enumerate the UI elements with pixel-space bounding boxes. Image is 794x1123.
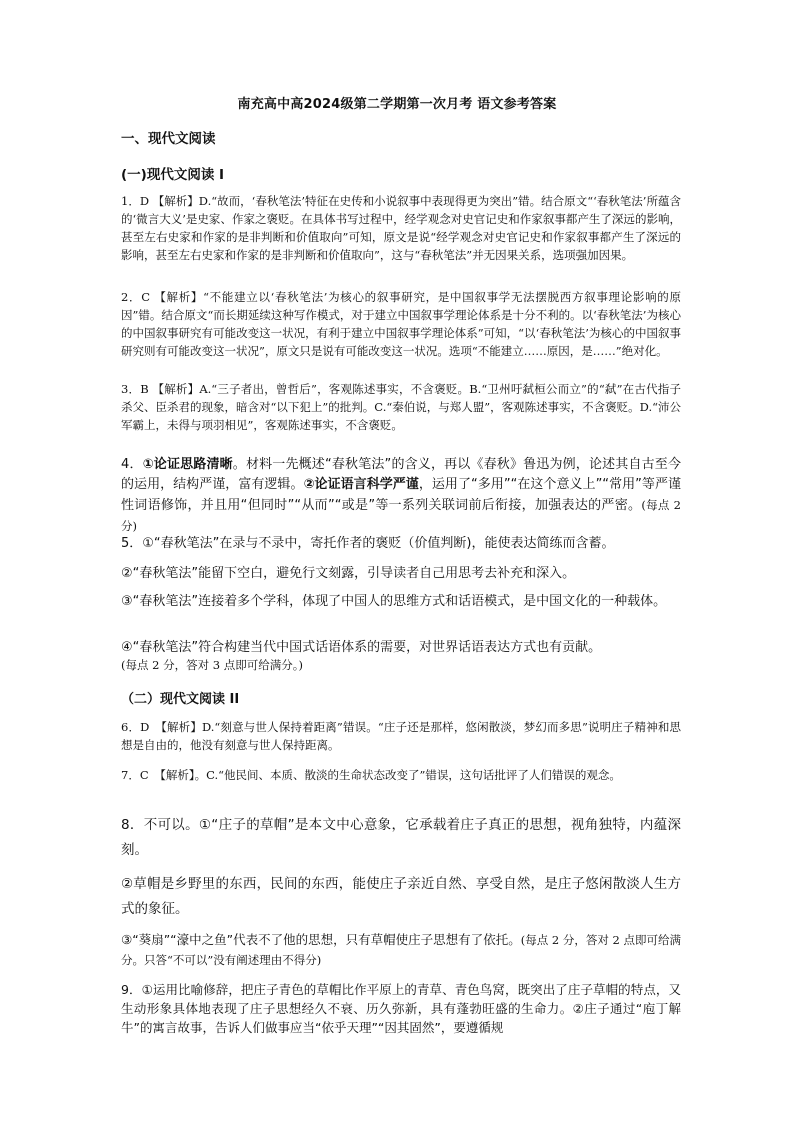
- answer-4-number: 4．: [121, 457, 143, 472]
- answer-2: 2．C 【解析】“不能建立以‘春秋笔法’为核心的叙事研究，是中国叙事学无法摆脱西方叙事理论影响的原因”错。结合原文“而长期延续这种写作模式，对于建立中国叙事学理论体系是十分不利的。以‘春秋笔法’为核心的中国叙事研究有可能改变这一状况，有利于建立中国叙事学理论体系”可知，“以‘春秋笔法’为核心的中国叙事研究则有可能改变这一状况”，原文只是说有可能改变这一状况。选项“不能建立……原因，是……”绝对化。: [121, 290, 681, 358]
- answer-6: 6．D 【解析】D.“刻意与世人保持着距离”错误。“庄子还是那样，悠闲散淡，梦幻而多思”说明庄子精神和思想是自由的，他没有刻意与世人保持距离。: [121, 720, 681, 752]
- answer-5-point-3: ③“春秋笔法”连接着多个学科，体现了中国人的思维方式和话语模式，是中国文化的一种载体。: [121, 594, 667, 609]
- answer-8-point-3: [121, 930, 681, 970]
- answer-9: 9．①运用比喻修辞，把庄子青色的草帽比作平原上的青草、青色鸟窝，既突出了庄子草帽的特点，又生动形象具体地表现了庄子思想经久不衰、历久弥新，具有蓬勃旺盛的生命力。②庄子通过“庖丁解牛”的寓言故事，告诉人们做事应当“依乎天理”“因其固然”，要遵循规: [121, 982, 681, 1035]
- subsection-heading-reading-1: (一)现代文阅读 I: [121, 167, 225, 183]
- answer-8-point-3-text: ③“葵扇”“濠中之鱼”代表不了他的思想，只有草帽使庄子思想有了依托。: [121, 932, 521, 947]
- answer-4: [121, 455, 681, 537]
- answer-8-score: (每点 2 分，答对 2 点即可给满分。只答“不可以”没有阐述理由不得分): [121, 933, 681, 967]
- document-title: 南充高中高2024级第二学期第一次月考 语文参考答案: [237, 97, 557, 112]
- answer-4-score: (每点 2 分): [121, 498, 681, 533]
- answer-5-point-4: ④“春秋笔法”符合构建当代中国式话语体系的需要，对世界话语表达方式也有贡献。: [121, 640, 602, 655]
- answer-3: 3．B 【解析】A.“三子者出，曾哲后”，客观陈述事实，不含褒贬。B.“卫州吁弑桓公而立”的“弑”在古代指子杀父、臣杀君的现象，暗含对“以下犯上”的批判。C.“秦伯说，与郑人盟”，客观陈述事实，不含褒贬。D.“沛公军霸上，未得与项羽相见”，客观陈述事实，不含褒贬。: [121, 382, 681, 432]
- answer-5-point-2: ②“春秋笔法”能留下空白，避免行文刻露，引导读者自己用思考去补充和深入。: [121, 566, 576, 581]
- answer-5-point-1: 5．①“春秋笔法”在录与不录中，寄托作者的褒贬（价值判断)，能使表达简练而含蓄。: [121, 536, 615, 551]
- answer-4-point-1: ①论证思路清晰: [142, 457, 233, 472]
- answer-5-score: (每点 2 分，答对 3 点即可给满分。): [121, 658, 303, 672]
- answer-4-text-2: ，运用了“多用”“在这个意义上”“常用”等严谨性词语修饰，并且用“但同时”“从而”“或是”等一系列关联词前后衔接，加强表达的严密。: [121, 477, 681, 513]
- answer-4-point-2: ②论证语言科学严谨: [303, 477, 419, 492]
- answer-7: 7．C 【解析】。C.“他民间、本质、散淡的生命状态改变了”错误，这句话批评了人们错误的观念。: [121, 768, 621, 782]
- answer-1: 1．D 【解析】D.“故而，‘春秋笔法’特征在史传和小说叙事中表现得更为突出”错。结合原文“‘春秋笔法’所蕴含的‘微言大义’是史家、作家之褒贬。在具体书写过程中，经学观念对史官记史和作家叙事都产生了深远的影响，甚至左右史家和作家的是非判断和价值取向”可知，原文是说“经学观念对史官记史和作家叙事都产生了深远的影响，甚至左右史家和作家的是非判断和价值取向”，这与“春秋笔法”并无因果关系，选项强加因果。: [121, 194, 681, 262]
- answer-8-point-1: 8．不可以。①“庄子的草帽”是本文中心意象，它承载着庄子真正的思想，视角独特，内蕴深刻。: [121, 817, 681, 858]
- subsection-heading-reading-2: （二）现代文阅读 II: [121, 692, 240, 707]
- answer-8-point-2: ②草帽是乡野里的东西，民间的东西，能使庄子亲近自然、享受自然，是庄子悠闲散淡人生方式的象征。: [121, 876, 681, 917]
- answer-4-text-1: 。材料一先概述“春秋笔法”的含义，再以《春秋》鲁迅为例，论述其自古至今的运用，结构严谨，富有逻辑。: [121, 457, 681, 492]
- section-heading-modern-reading: 一、现代文阅读: [121, 131, 216, 147]
